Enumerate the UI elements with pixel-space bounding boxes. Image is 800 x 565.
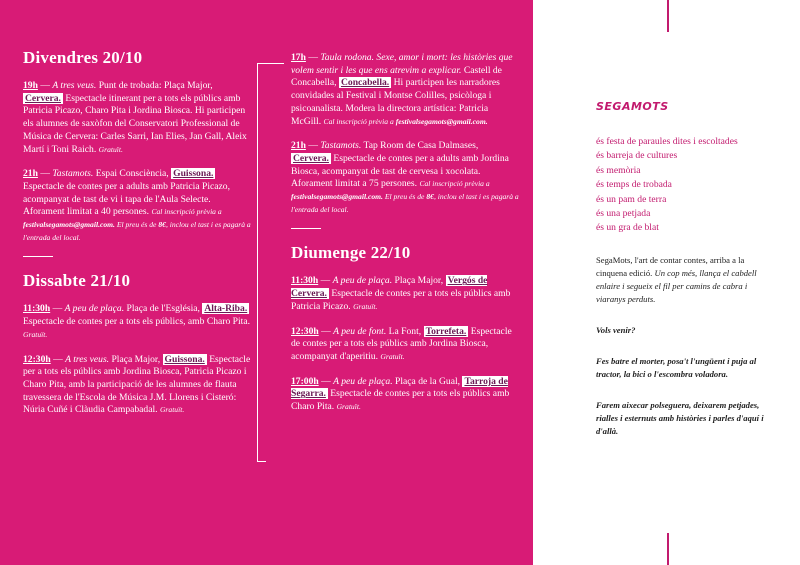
event-town: Vergós de Cervera. [291, 275, 488, 300]
event-description: Espectacle de contes per a tots els públics, amb Charo Pita. [23, 316, 250, 328]
day-heading: Divendres 20/10 [23, 48, 143, 67]
event-entry: 12:30h — A peu de font. La Font, Torrefeta. Espectacle de contes per a tots els públics amb Jordina Biosca, acompanyat d'aperitiu. Gratuït. [291, 325, 512, 362]
slogan-item: és memòria [596, 164, 641, 176]
top-rule [667, 0, 669, 32]
event-time: 11:30h [23, 303, 51, 315]
event-location: Plaça Major, [392, 275, 444, 287]
event-entry: 12:30h — A tres veus. Plaça Major, Guissona. Espectacle per a tots els públics amb Jordina Biosca, Patricia Picazo i Charo Pita, amb la participació de les alumnes de flauta travessera de l'Escola de Música J.M. Llorens i Cisteró: Núria Cuñé i Clàudia Campabadal. Gratuït. [23, 353, 251, 416]
schedule-column-right [291, 52, 519, 426]
event-price-note: Gratuït. [159, 405, 185, 415]
price: 8€ [158, 220, 166, 230]
intro-paragraph [596, 254, 766, 306]
event-location: Plaça de l'Església, [124, 303, 200, 315]
email-link[interactable]: festivalsegamots@gmail.com. [23, 220, 115, 230]
connector-stub [257, 461, 266, 462]
event-town: Guissona. [173, 168, 214, 180]
event-title: A peu de plaça. [333, 375, 393, 387]
event-location: Punt de trobada: Plaça Major, [96, 80, 213, 91]
event-entry: 11:30h — A peu de plaça. Plaça Major, Vergós de Cervera. Espectacle de contes per a tots els públics amb Patricia Picazo. Gratuït. [291, 275, 511, 312]
email-link[interactable]: festivalsegamots@gmail.com. [291, 192, 383, 202]
invitation-paragraph: Fes batre el morter, posa't l'ungüent i puja al tractor, la bici o l'escombra voladora. [596, 355, 757, 379]
event-town: Tarroja de Segarra. [291, 375, 508, 400]
event-location: Plaça de la Gual, [392, 375, 461, 387]
event-description: Espectacle de contes per a adults amb Jordina Biosca, acompanyat de tast de cervesa i xocolata. Aforament limitat a 75 persones. [291, 152, 509, 190]
event-time: 19h [23, 80, 38, 91]
event-location: Tap Room de Casa Dalmases, [361, 140, 479, 152]
event-title: Taula rodona. Sexe, amor i mort: les històries que volem sentir i les que ens atrevim a explicar. [291, 52, 513, 76]
slogan-list [596, 135, 766, 236]
note-text: Cal inscripció prèvia a [419, 179, 490, 189]
event-title: A peu de plaça. [64, 303, 125, 315]
event-description: Espectacle de contes per a tots els públics amb Jordina Biosca, acompanyat d'aperitiu. [291, 325, 512, 362]
event-entry: 17h — Taula rodona. Sexe, amor i mort: les històries que volem sentir i les que ens atrevim a explicar. Castell de Concabella, Concabella. Hi participen les narradores convidades al Festival i Montse Colilles, psicòloga i psicoanalista. Modera la directora artística: Patricia McGill. Cal inscripció prèvia a festivalsegamots@gmail.com. [291, 52, 513, 127]
event-entry: 21h — Tastamots. Tap Room de Casa Dalmases, Cervera. Espectacle de contes per a adults amb Jordina Biosca, acompanyat de tast de cervesa i xocolata. Aforament limitat a 75 persones. Cal inscripció prèvia a festivalsegamots@gmail.com. El preu és de 8€, inclou el tast i es pagarà a l'entrada del local. [291, 140, 519, 214]
event-title: A tres veus. [52, 80, 97, 91]
event-description: Espectacle de contes per a tots els públics amb Charo Pita. [291, 388, 510, 413]
event-description: Espectacle de contes per a tots els públics amb Patricia Picazo. [291, 288, 511, 312]
day-heading: Diumenge 22/10 [291, 243, 411, 263]
event-title: Tastamots. [320, 140, 362, 152]
event-note [324, 117, 488, 126]
event-town: Concabella. [340, 77, 390, 89]
event-time: 21h [23, 168, 38, 180]
event-description: Espectacle itinerant per a tots els públics amb Patricia Picazo, Charo Pita i Jordina Biosca. Hi participen els alumnes de saxòfon del Conservatori Professional de Música de Cervera: Carles Sarri, Ian Elies, Jan Gall, Aleix Martí i Toni Raich. [23, 92, 247, 155]
event-location: Espai Consciència, [93, 168, 169, 180]
event-title: A peu de font. [333, 325, 387, 337]
event-price-note: Gratuït. [98, 144, 123, 154]
note-text: El preu és de [114, 220, 157, 230]
event-description: Espectacle de contes per a adults amb Patricia Picazo, acompanyat de tast de vi i tapa de l'Aula Selecte. Aforament limitat a 40 persones. [23, 180, 230, 218]
event-time: 12:30h [23, 353, 51, 365]
closing-paragraph: Farem aixecar polseguera, deixarem petjades, rialles i esternuts amb històries i parles d'aquí i d'allà. [596, 399, 764, 436]
event-description: Hi participen les narradores convidades al Festival i Montse Colilles, psicòloga i psicoanalista. Modera la directora artística: Patricia McGill. [291, 77, 500, 127]
event-entry: 17:00h — A peu de plaça. Plaça de la Gual, Tarroja de Segarra. Espectacle de contes per a tots els públics amb Charo Pita. Gratuït. [291, 375, 510, 413]
divider [23, 256, 53, 257]
event-town: Alta-Riba. [204, 303, 248, 315]
event-location: Castell de Concabella, [291, 64, 502, 89]
slogan-item: és temps de trobada [596, 179, 672, 191]
event-entry: 21h — Tastamots. Espai Consciència, Guissona. Espectacle de contes per a adults amb Patricia Picazo, acompanyat de tast de vi i tapa de l'Aula Selecte. Aforament limitat a 40 persones. Cal inscripció prèvia a festivalsegamots@gmail.com. El preu és de 8€, inclou el tast i es pagarà a l'entrada del local. [23, 168, 251, 242]
divider [291, 228, 321, 229]
connector-line [257, 63, 284, 462]
event-town: Guissona. [164, 353, 205, 365]
event-town: Cervera. [25, 92, 61, 104]
email-link[interactable]: festivalsegamots@gmail.com. [395, 116, 488, 126]
slogan-item: és una petjada [596, 208, 651, 220]
slogan-item: és un gra de blat [596, 222, 659, 234]
slogan-item: és un pam de terra [596, 193, 667, 205]
event-location: La Font, [386, 325, 422, 337]
event-price-note: Gratuït. [353, 301, 378, 311]
bottom-rule [667, 533, 669, 565]
price: 8€ [426, 192, 434, 202]
event-entry: 19h — A tres veus. Punt de trobada: Plaça Major, Cervera. Espectacle itinerant per a tots els públics amb Patricia Picazo, Charo Pita i Jordina Biosca. Hi participen els alumnes de saxòfon del Conservatori Professional de Música de Cervera: Carles Sarri, Ian Elies, Jan Gall, Aleix Martí i Toni Raich. Gratuït. [23, 80, 247, 155]
note-text: , inclou el tast i es pagarà a l'entrada del local. [291, 192, 519, 214]
event-time: 11:30h [291, 275, 319, 287]
event-location: Plaça Major, [109, 353, 161, 365]
event-time: 21h [291, 140, 306, 152]
intro-text-italic: Un cop més, llança el cabdell enlaire i segueix el fil per camins de cabra i viaranys perduts. [596, 267, 757, 304]
event-entry: 11:30h — A peu de plaça. Plaça de l'Església, Alta-Riba. Espectacle de contes per a tots els públics, amb Charo Pita. Gratuït. [23, 303, 250, 339]
event-town: Torrefeta. [425, 325, 467, 337]
slogan-item: és barreja de cultures [596, 150, 678, 162]
event-title: A peu de plaça. [332, 275, 393, 287]
event-title: Tastamots. [52, 168, 94, 180]
day-heading: Dissabte 21/10 [23, 271, 131, 291]
event-time: 17h [291, 52, 306, 63]
event-town: Cervera. [293, 152, 329, 164]
event-title: A tres veus. [65, 353, 110, 365]
intro-panel [596, 100, 766, 456]
event-price-note: Gratuït. [336, 402, 361, 412]
note-text: Cal inscripció prèvia a [323, 116, 394, 126]
event-price-note: Gratuït. [380, 351, 405, 361]
note-text: El preu és de [382, 192, 425, 202]
note-text: , inclou el tast i es pagarà a l'entrada del local. [23, 220, 251, 242]
event-time: 17:00h [291, 375, 319, 387]
question-paragraph: Vols venir? [596, 324, 636, 335]
note-text: Cal inscripció prèvia a [151, 207, 222, 217]
slogan-item: és festa de paraules dites i escoltades [596, 136, 738, 147]
event-description: Espectacle per a tots els públics amb Jordina Biosca, Patricia Picazo i Charo Pita, amb la participació de les alumnes de flauta travessera de l'Escola de Música J.M. Llorens i Cisteró: Núria Cuñé i Clàudia Campabadal. [23, 353, 251, 416]
event-time: 12:30h [291, 325, 319, 337]
intro-text: SegaMots, l'art de contar contes, arriba a la cinquena edició. [596, 254, 745, 278]
event-price-note: Gratuït. [23, 329, 48, 339]
segamots-logo: SEGAMOTS [596, 100, 669, 113]
schedule-column-left [23, 48, 251, 429]
